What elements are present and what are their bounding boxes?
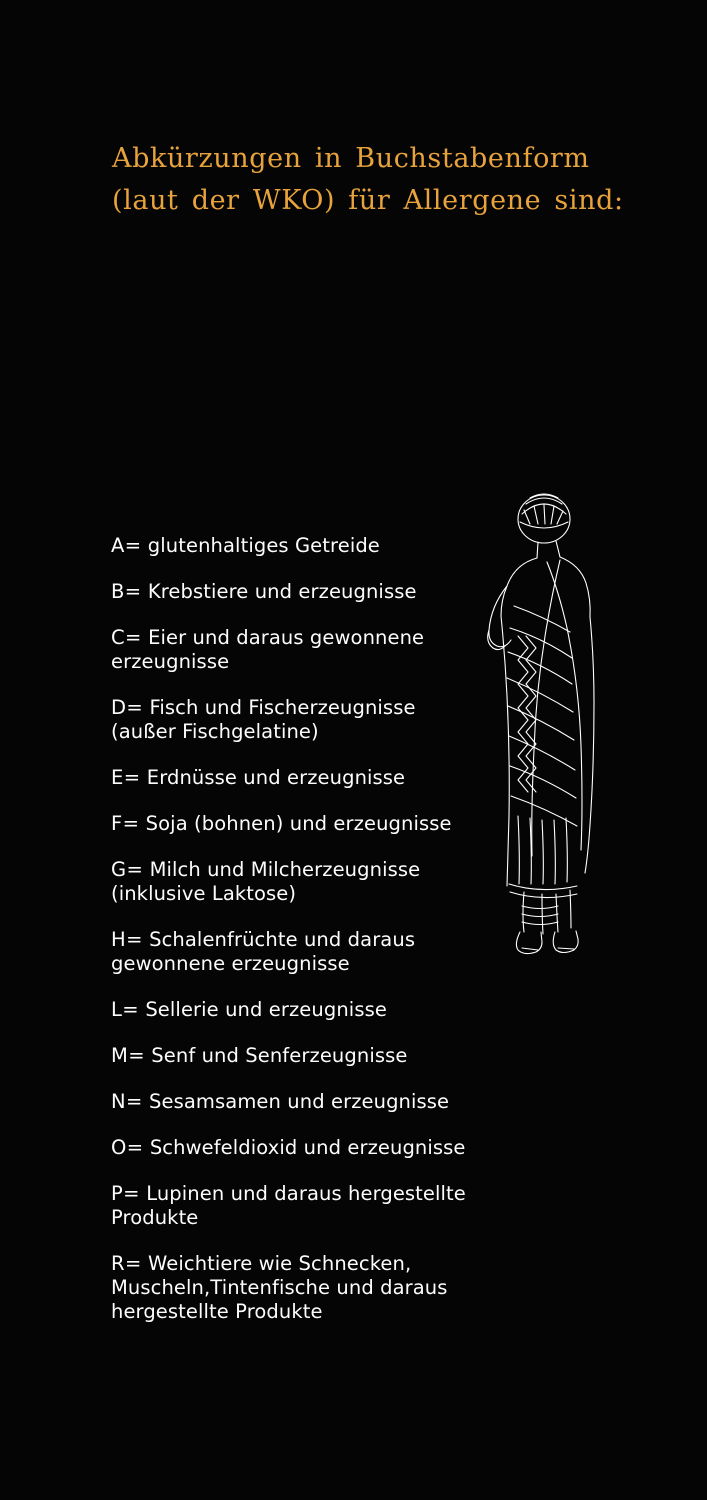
- allergen-list-item: [111, 1136, 531, 1160]
- allergen-label: Schalenfrüchte und daraus: [149, 928, 416, 951]
- allergen-label: Eier und daraus gewonnene: [148, 626, 425, 649]
- allergen-code: H=: [111, 928, 143, 951]
- allergen-code: R=: [111, 1252, 142, 1275]
- allergen-list-item: [111, 998, 531, 1022]
- allergen-code: B=: [111, 580, 142, 603]
- allergen-label-continued: erzeugnisse: [111, 650, 230, 673]
- allergen-label: Erdnüsse und erzeugnisse: [146, 766, 406, 789]
- allergen-list-item: [111, 1044, 531, 1068]
- allergen-list-item: [111, 1182, 531, 1230]
- woman-in-sari-illustration: [452, 486, 652, 976]
- allergen-label: Krebstiere und erzeugnisse: [147, 580, 417, 603]
- allergen-list-item: [111, 1090, 531, 1114]
- allergen-code: A=: [111, 534, 142, 557]
- allergen-code: L=: [111, 998, 140, 1021]
- allergen-label: Lupinen und daraus hergestellte: [146, 1182, 466, 1205]
- allergen-label: glutenhaltiges Getreide: [147, 534, 380, 557]
- allergen-label: Fisch und Fischerzeugnisse: [149, 696, 416, 719]
- allergen-code: F=: [111, 812, 140, 835]
- allergen-label: Weichtiere wie Schnecken,: [148, 1252, 412, 1275]
- allergen-label-continued: (inklusive Laktose): [111, 882, 297, 905]
- allergen-code: G=: [111, 858, 144, 881]
- allergen-code: M=: [111, 1044, 145, 1067]
- allergen-code: O=: [111, 1136, 144, 1159]
- allergen-label: Soja (bohnen) und erzeugnisse: [145, 812, 452, 835]
- allergen-label-continued: Muscheln,Tintenfische und daraus hergestellte Produkte: [111, 1276, 448, 1323]
- allergen-code: P=: [111, 1182, 140, 1205]
- allergen-label: Sesamsamen und erzeugnisse: [149, 1090, 450, 1113]
- allergen-label-continued: gewonnene erzeugnisse: [111, 952, 350, 975]
- allergen-list-item: [111, 1252, 531, 1324]
- page-title-line-1: Abkürzungen in Buchstabenform: [112, 143, 590, 174]
- allergen-code: N=: [111, 1090, 143, 1113]
- page-title-line-2: (laut der WKO) für Allergene sind:: [112, 185, 624, 216]
- allergen-label: Sellerie und erzeugnisse: [145, 998, 387, 1021]
- allergen-code: D=: [111, 696, 144, 719]
- allergen-code: C=: [111, 626, 142, 649]
- allergen-label-continued: (außer Fischgelatine): [111, 720, 319, 743]
- allergen-label: Schwefeldioxid und erzeugnisse: [149, 1136, 466, 1159]
- allergen-label: Senf und Senferzeugnisse: [151, 1044, 408, 1067]
- allergen-label: Milch und Milcherzeugnisse: [149, 858, 421, 881]
- allergen-code: E=: [111, 766, 141, 789]
- allergen-label-continued: Produkte: [111, 1206, 199, 1229]
- page-title: [112, 138, 632, 222]
